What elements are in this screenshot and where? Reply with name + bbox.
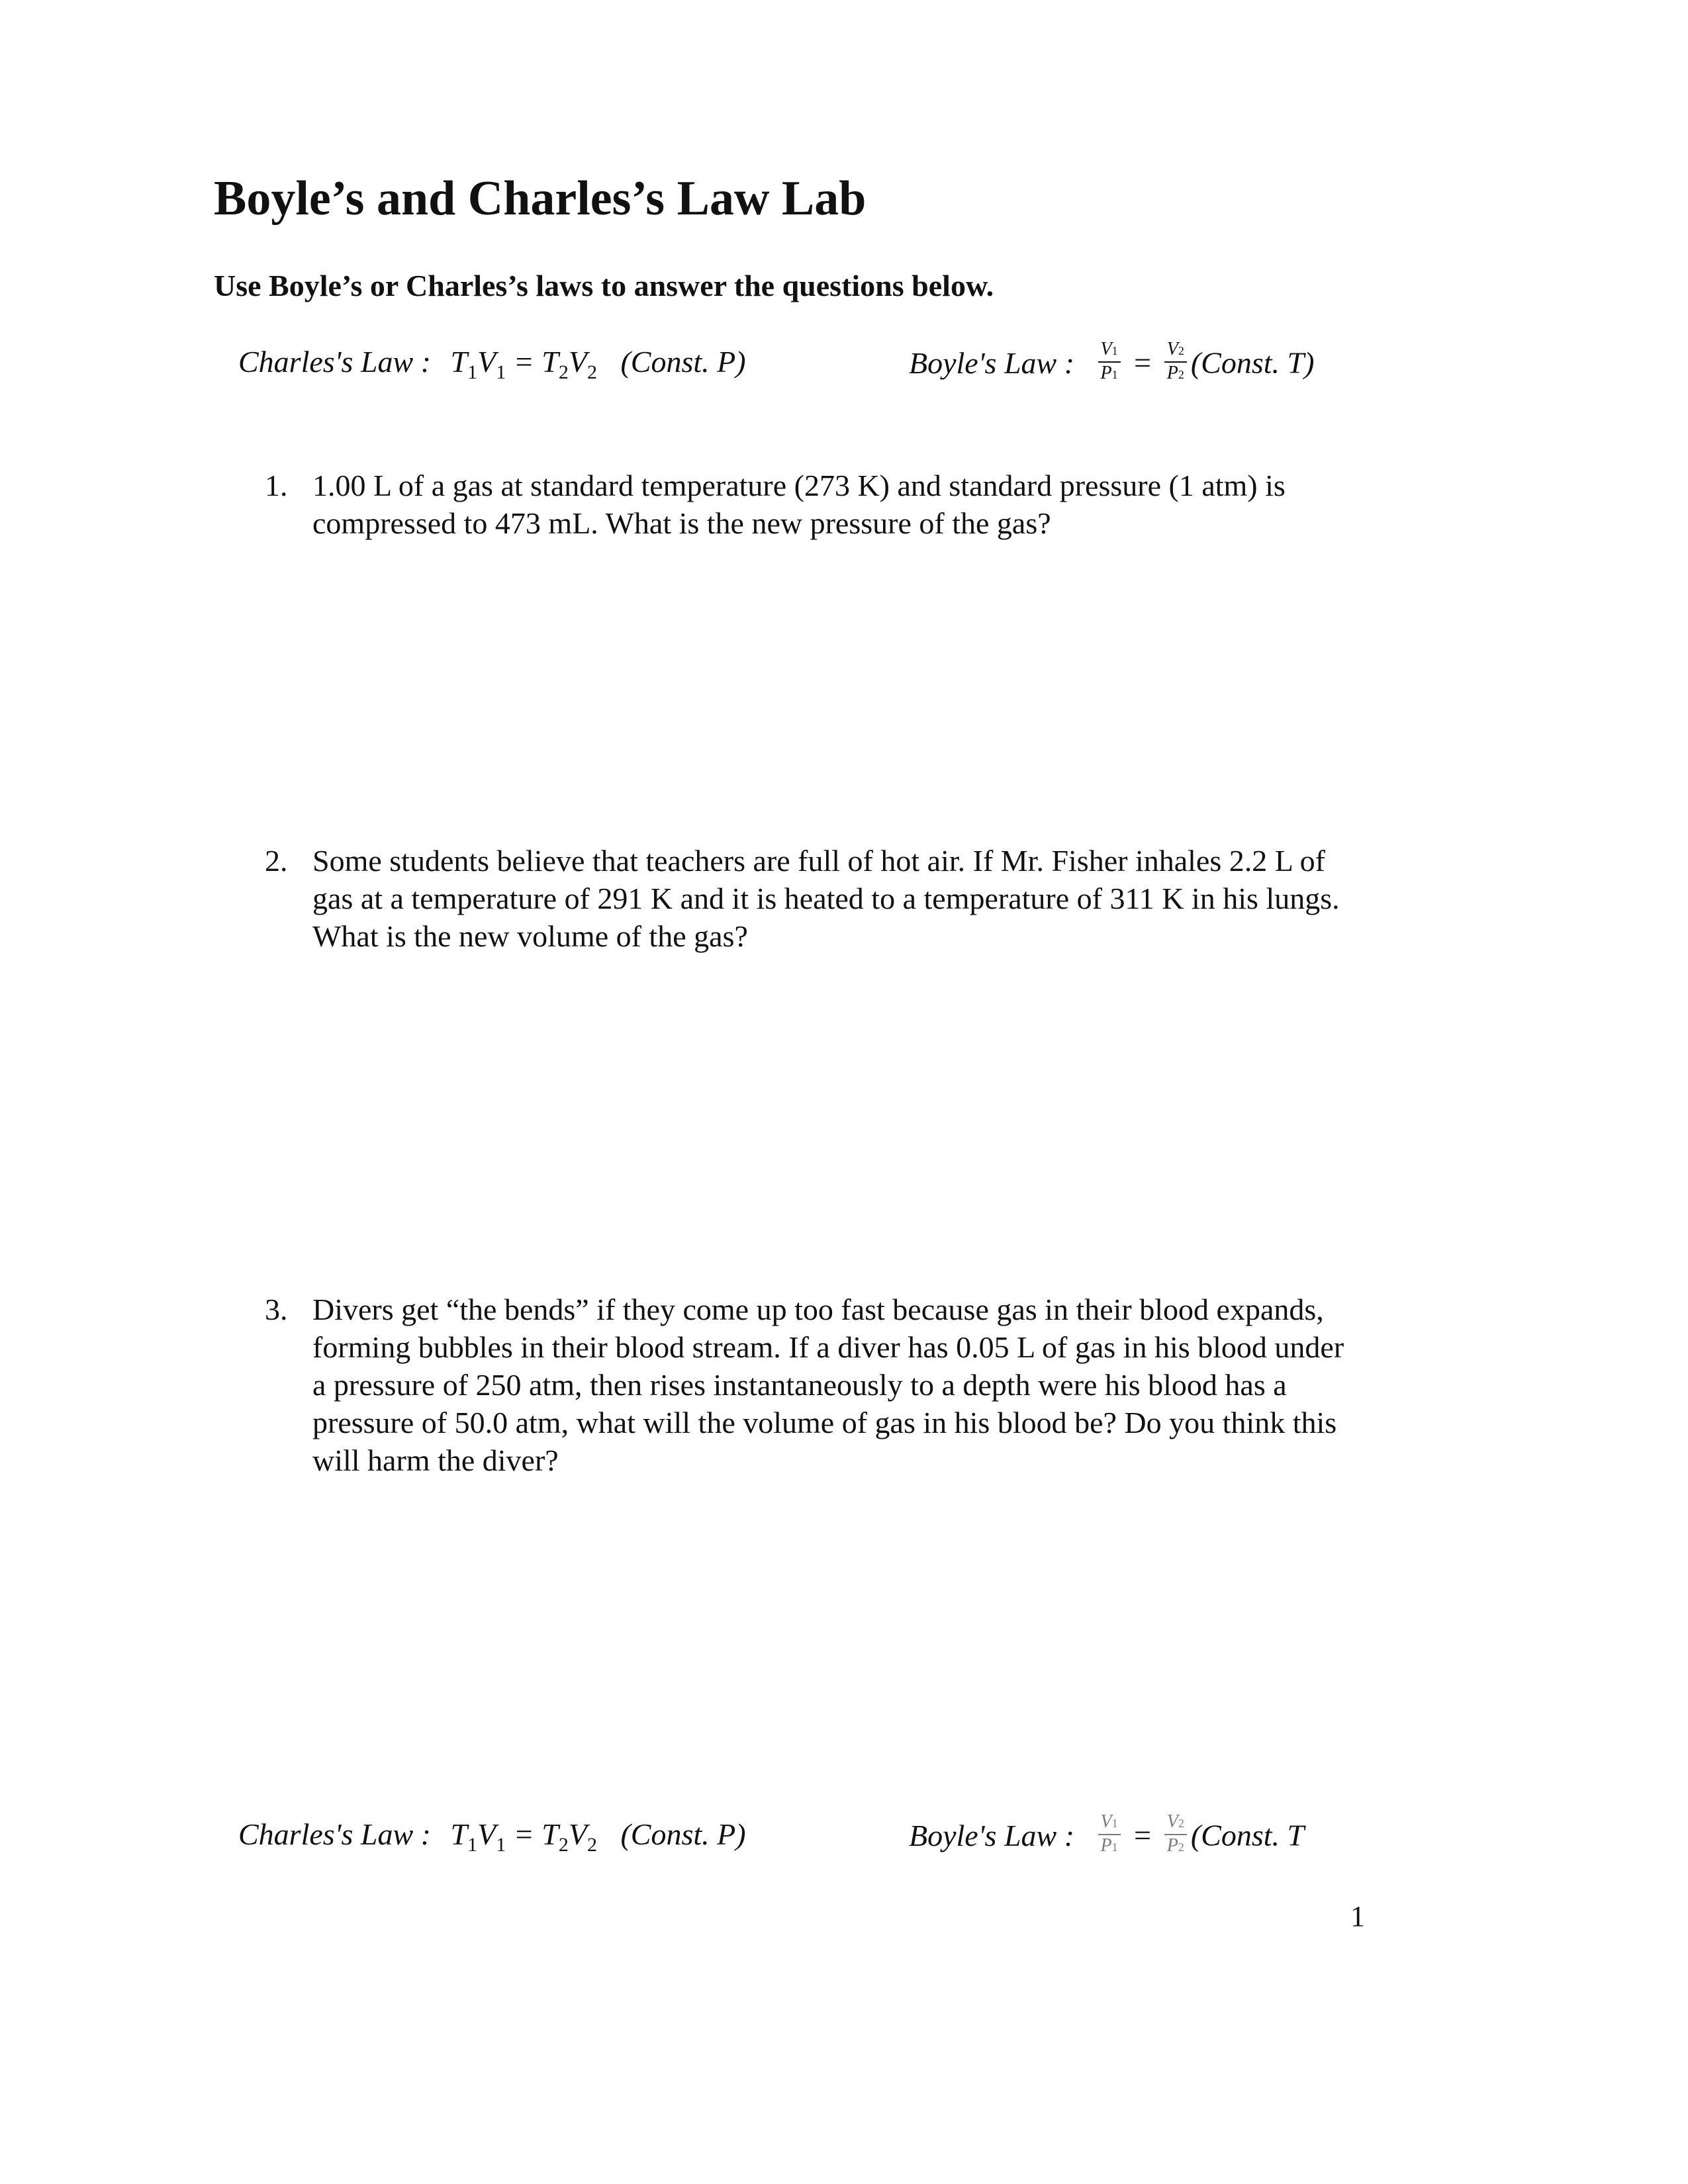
charles-condition: (Const. P)	[620, 345, 746, 379]
footer-boyle-p1: P	[1100, 1835, 1112, 1856]
formula-row-top	[238, 339, 1364, 397]
charles-law-formula	[238, 344, 746, 384]
boyle-v2-sub: 2	[1178, 344, 1184, 357]
footer-charles-v1-sub: 1	[496, 1834, 506, 1856]
formula-row-bottom	[238, 1811, 1364, 1870]
footer-boyle-v2: V	[1166, 1811, 1178, 1832]
question-2	[265, 842, 1357, 955]
boyle-law-formula	[909, 339, 1315, 388]
page-number: 1	[1350, 1900, 1365, 1933]
footer-boyle-equals: =	[1132, 1818, 1153, 1852]
question-2-text: Some students believe that teachers are full of hot air. If Mr. Fisher inhales 2.2 L of gas at a temperature of 291 K and it is heated to a temperature of 311 K in his lungs. What is the new volume of the gas?	[312, 844, 1340, 953]
boyle-v1-sub: 1	[1111, 344, 1118, 357]
footer-boyle-v1-sub: 1	[1111, 1817, 1118, 1830]
footer-boyle-law-formula	[909, 1811, 1305, 1860]
question-1-number: 1.	[265, 469, 288, 502]
question-3	[265, 1291, 1357, 1479]
charles-t1-sub: 1	[467, 361, 478, 383]
question-1-text: 1.00 L of a gas at standard temperature (273 K) and standard pressure (1 atm) is compressed to 473 mL. What is the new pressure of the gas?	[312, 469, 1286, 540]
footer-charles-law-formula	[238, 1817, 746, 1856]
footer-charles-equals: =	[513, 1817, 534, 1851]
footer-charles-v2: V	[568, 1817, 587, 1851]
charles-v2: V	[568, 345, 587, 379]
boyle-p1: P	[1100, 363, 1112, 383]
boyle-law-label: Boyle's Law :	[909, 345, 1075, 380]
question-3-number: 3.	[265, 1293, 288, 1326]
charles-v2-sub: 2	[586, 361, 597, 383]
footer-charles-t2: T	[541, 1817, 559, 1851]
boyle-fraction-1	[1098, 340, 1121, 384]
footer-boyle-p2-sub: 2	[1178, 1841, 1184, 1854]
boyle-p1-sub: 1	[1111, 368, 1118, 381]
footer-boyle-p1-sub: 1	[1111, 1841, 1118, 1854]
boyle-v1: V	[1100, 339, 1112, 359]
footer-boyle-v1: V	[1100, 1811, 1112, 1832]
charles-law-label: Charles's Law :	[238, 345, 432, 379]
instructions: Use Boyle’s or Charles’s laws to answer the questions below.	[214, 269, 994, 302]
question-3-text: Divers get “the bends” if they come up too fast because gas in their blood expands, forming bubbles in their blood stream. If a diver has 0.05 L of gas in his blood under a pressure of 250 atm, then rises instantaneously to a depth were his blood has a pressure of 50.0 atm, what will the volume of gas in his blood be? Do you think this will harm the diver?	[312, 1293, 1344, 1477]
footer-boyle-v2-sub: 2	[1178, 1817, 1184, 1830]
footer-boyle-fraction-2	[1164, 1813, 1187, 1856]
boyle-p2: P	[1166, 363, 1178, 383]
charles-equals: =	[513, 345, 534, 379]
footer-charles-t2-sub: 2	[558, 1834, 569, 1856]
footer-charles-law-label: Charles's Law :	[238, 1817, 432, 1851]
footer-charles-t1: T	[450, 1817, 468, 1851]
page-title: Boyle’s and Charles’s Law Lab	[214, 171, 867, 226]
footer-boyle-law-label: Boyle's Law :	[909, 1818, 1075, 1852]
charles-t1: T	[450, 345, 468, 379]
footer-boyle-fraction-1	[1098, 1813, 1121, 1856]
footer-charles-v1: V	[477, 1817, 496, 1851]
question-1	[265, 467, 1357, 542]
question-2-number: 2.	[265, 844, 288, 878]
footer-charles-t1-sub: 1	[467, 1834, 478, 1856]
footer-boyle-p2: P	[1166, 1835, 1178, 1856]
charles-v1-sub: 1	[496, 361, 506, 383]
footer-charles-v2-sub: 2	[586, 1834, 597, 1856]
boyle-condition: (Const. T)	[1190, 345, 1315, 380]
boyle-fraction-2	[1164, 340, 1187, 384]
boyle-equals: =	[1132, 345, 1153, 380]
boyle-p2-sub: 2	[1178, 368, 1184, 381]
footer-charles-condition: (Const. P)	[620, 1817, 746, 1851]
boyle-v2: V	[1166, 339, 1178, 359]
footer-boyle-condition: (Const. T	[1190, 1818, 1305, 1852]
charles-t2-sub: 2	[558, 361, 569, 383]
charles-t2: T	[541, 345, 559, 379]
charles-v1: V	[477, 345, 496, 379]
